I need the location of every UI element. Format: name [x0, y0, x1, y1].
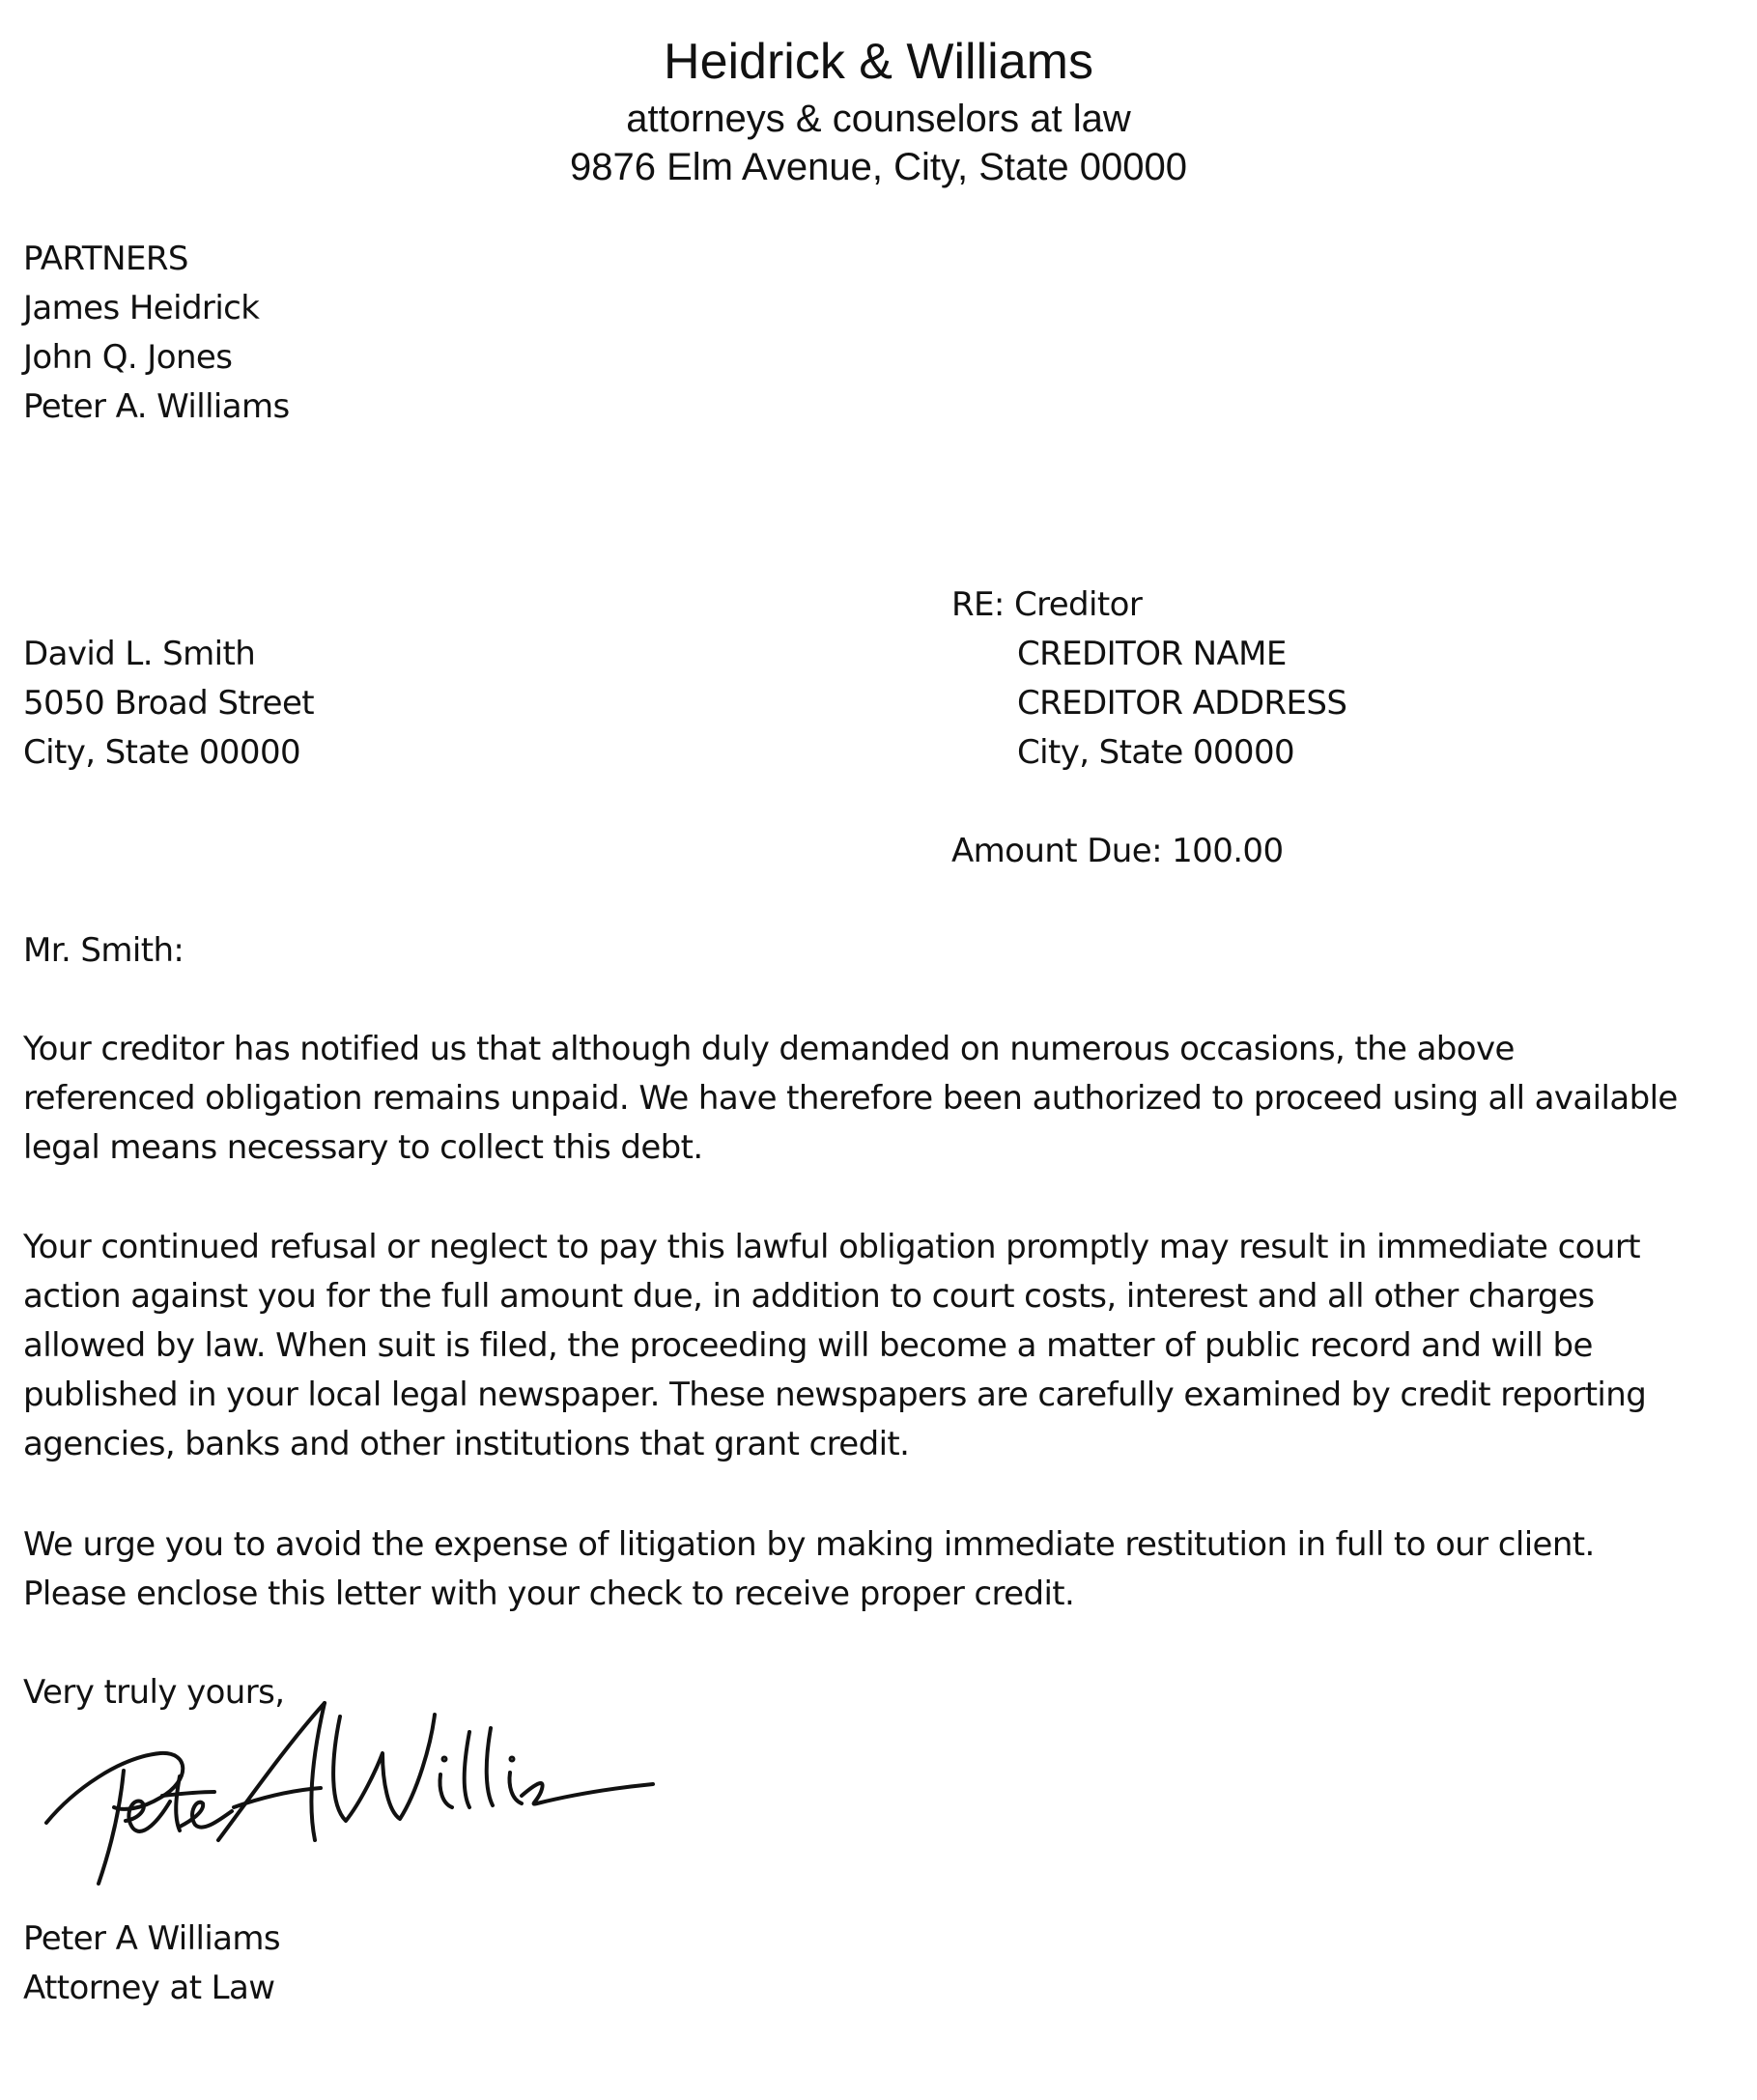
creditor-address: CREDITOR ADDRESS [1017, 684, 1347, 723]
creditor-name: CREDITOR NAME [1017, 635, 1287, 673]
partners-heading: PARTNERS [23, 240, 188, 278]
paragraph-line: referenced obligation remains unpaid. We have therefore been authorized to proceed using all available [23, 1079, 1678, 1118]
paragraph-line: Please enclose this letter with your check to receive proper credit. [23, 1575, 1075, 1613]
signer-block [23, 1915, 280, 2013]
partner-name: James Heidrick [23, 289, 260, 327]
partner-name: John Q. Jones [23, 338, 233, 377]
signature-image [35, 1676, 672, 1893]
recipient-city: City, State 00000 [23, 733, 301, 772]
re-label: RE: Creditor [951, 585, 1143, 624]
paragraph-line: Your creditor has notified us that although duly demanded on numerous occasions, the above [23, 1030, 1515, 1068]
firm-name: Heidrick & Williams [664, 34, 1093, 90]
recipient-address [23, 630, 314, 778]
paragraph-line: allowed by law. When suit is filed, the proceeding will become a matter of public record and will be [23, 1326, 1593, 1365]
recipient-street: 5050 Broad Street [23, 684, 315, 723]
letterhead [0, 29, 1757, 191]
paragraph-line: action against you for the full amount due, in addition to court costs, interest and all other charges [23, 1277, 1595, 1316]
firm-address: 9876 Elm Avenue, City, State 00000 [570, 146, 1187, 188]
paragraph-2 [23, 1223, 1752, 1469]
signer-name: Peter A Williams [23, 1919, 281, 1958]
amount-due-text: Amount Due: 100.00 [951, 832, 1284, 870]
closing-text: Very truly yours, [23, 1673, 285, 1712]
paragraph-line: Your continued refusal or neglect to pay this lawful obligation promptly may result in immediate court [23, 1228, 1640, 1266]
salutation [23, 926, 184, 976]
recipient-name: David L. Smith [23, 635, 256, 673]
paragraph-line: legal means necessary to collect this debt. [23, 1128, 703, 1167]
paragraph-line: We urge you to avoid the expense of litigation by making immediate restitution in full to our client. [23, 1525, 1595, 1564]
paragraph-line: agencies, banks and other institutions that grant credit. [23, 1425, 910, 1463]
partners-list [23, 235, 290, 432]
creditor-city: City, State 00000 [1017, 733, 1295, 772]
partner-name: Peter A. Williams [23, 387, 290, 426]
amount-due [951, 827, 1284, 876]
firm-tagline: attorneys & counselors at law [626, 98, 1131, 140]
paragraph-1 [23, 1025, 1752, 1173]
re-block [951, 581, 1346, 778]
paragraph-3 [23, 1520, 1752, 1619]
paragraph-line: published in your local legal newspaper. These newspapers are carefully examined by credit reporting [23, 1376, 1647, 1414]
signer-title: Attorney at Law [23, 1969, 275, 2007]
salutation-text: Mr. Smith: [23, 931, 184, 970]
